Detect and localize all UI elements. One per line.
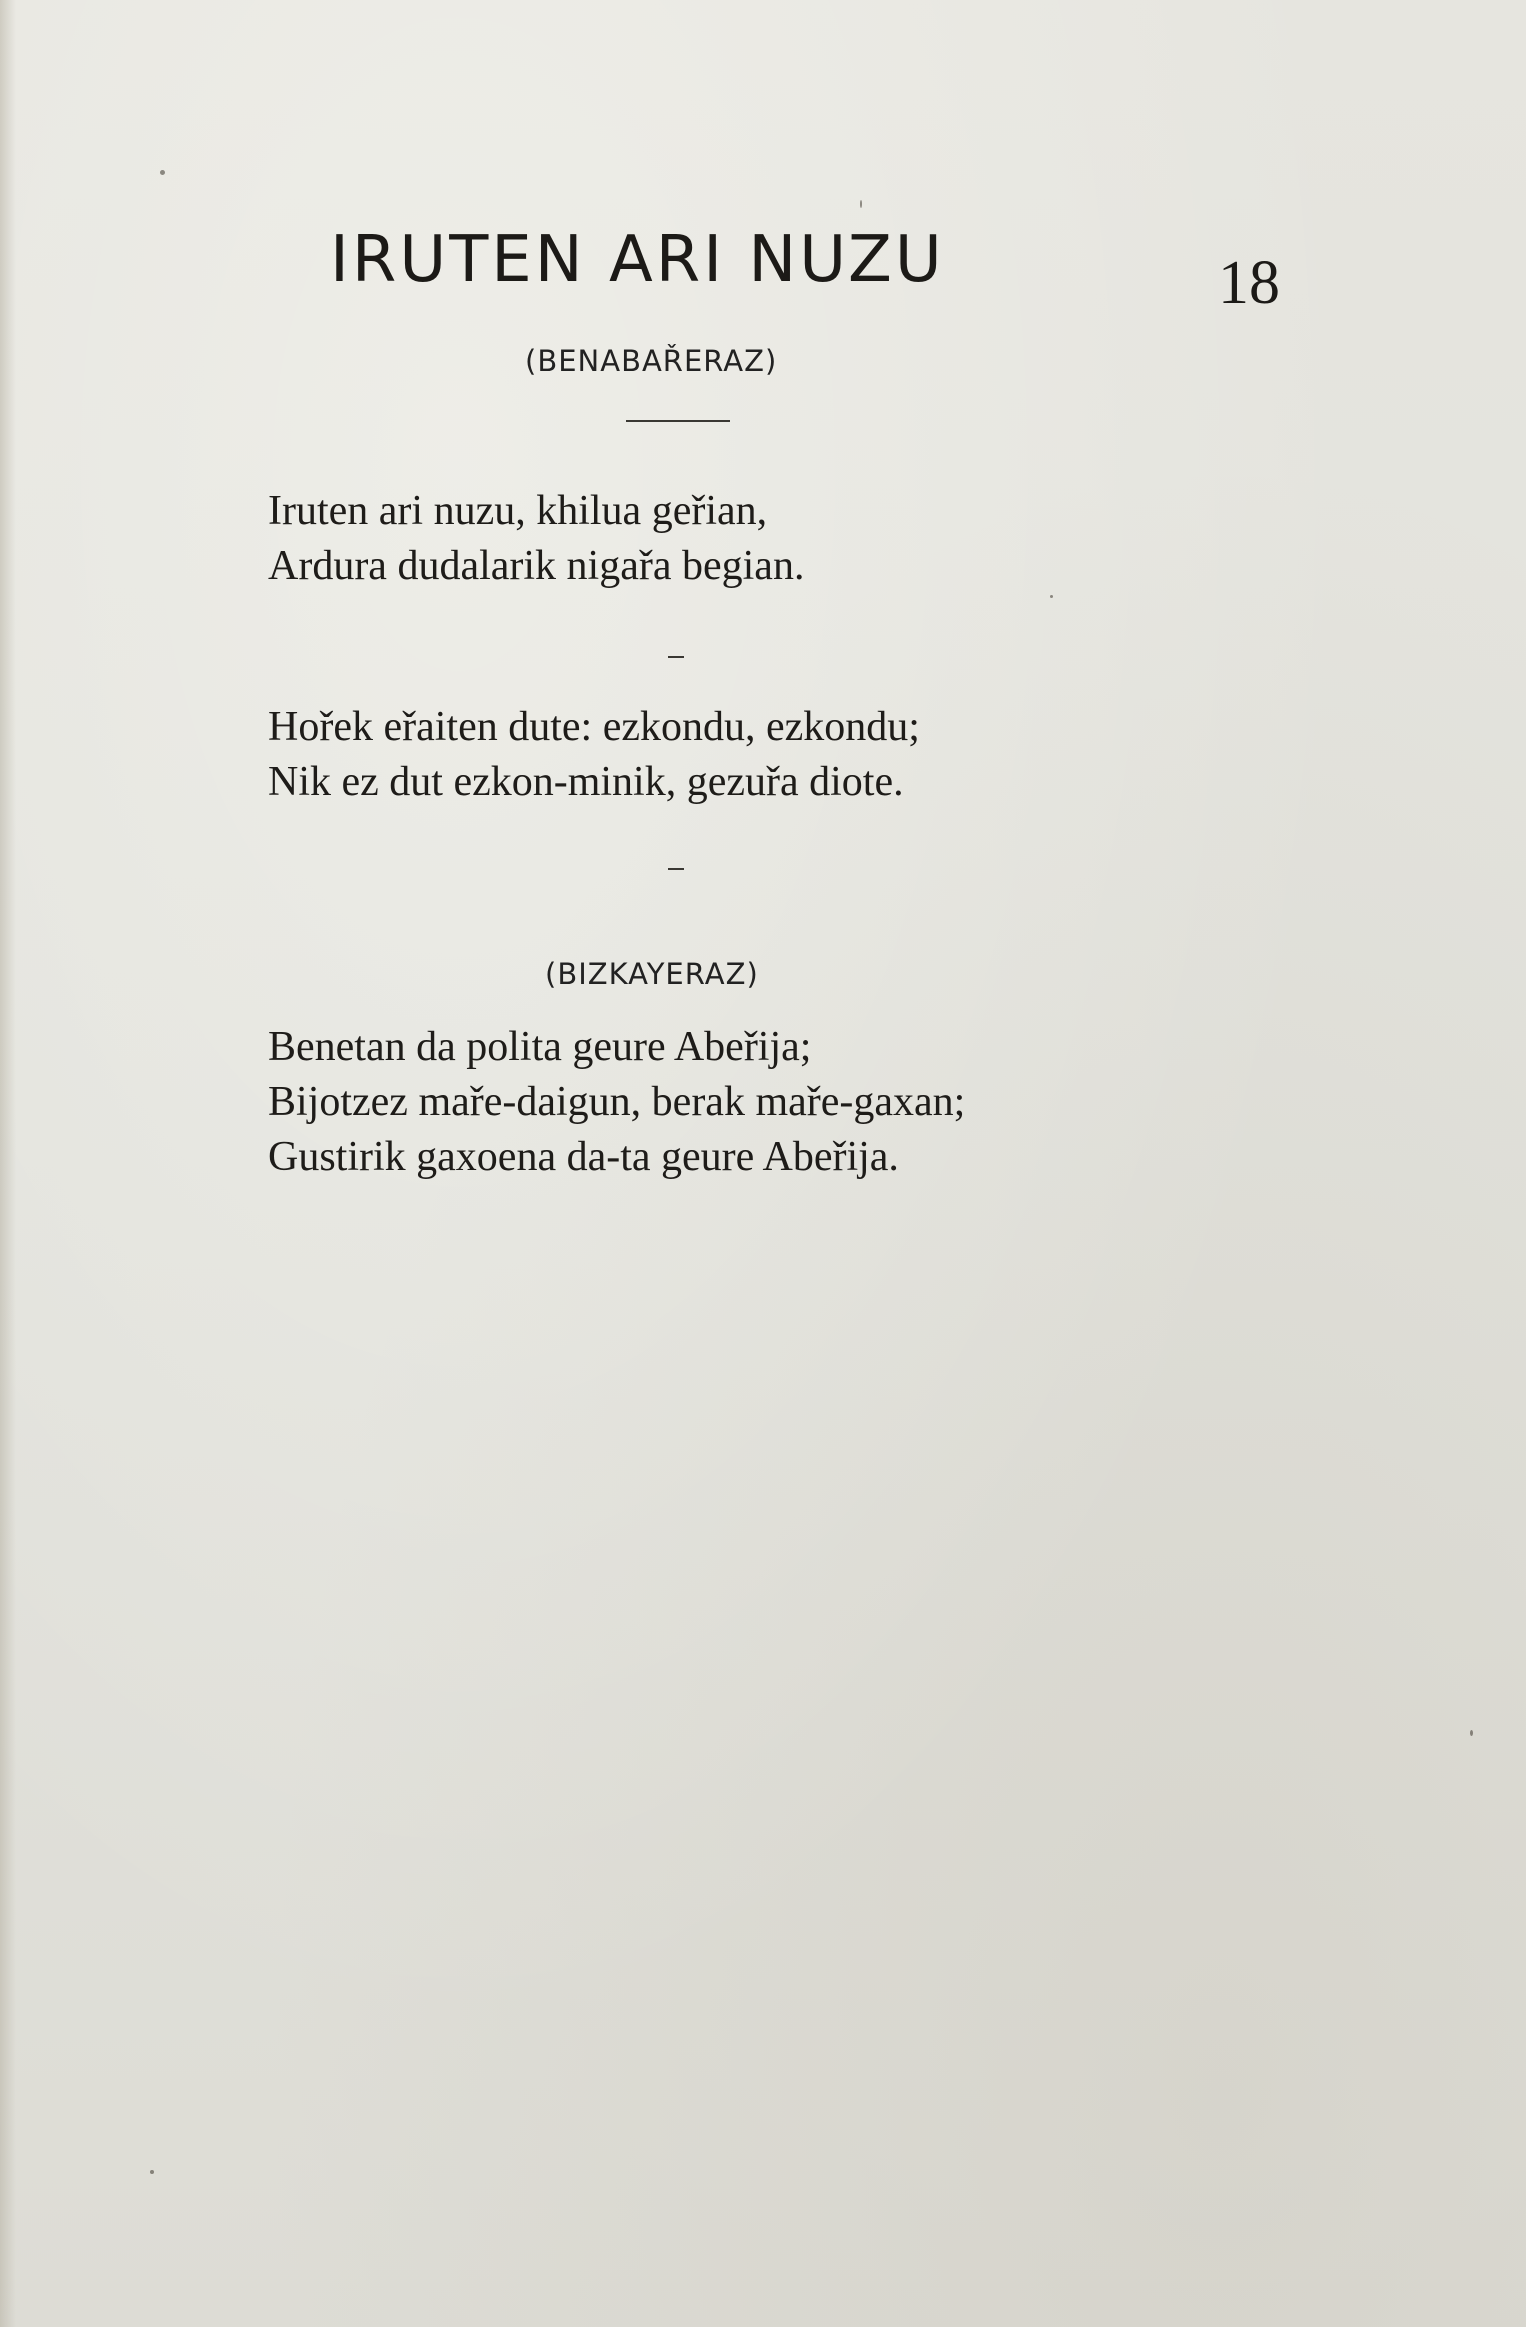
paper-speck (1470, 1730, 1473, 1736)
stanza-1 (268, 484, 804, 594)
page-edge-shadow (0, 0, 16, 2327)
stanza-separator (668, 868, 684, 870)
verse-line: Bijotzez maře-daigun, berak maře-gaxan; (268, 1079, 966, 1125)
verse-line: Iruten ari nuzu, khilua geřian, (268, 488, 768, 534)
paper-speck (860, 200, 862, 208)
verse-line: Nik ez dut ezkon-minik, gezuřa diote. (268, 759, 904, 805)
title-rule (626, 420, 730, 422)
verse-line: Hořek eřaiten dute: ezkondu, ezkondu; (268, 704, 920, 750)
verse-line: Gustirik gaxoena da-ta geure Abeřija. (268, 1134, 899, 1180)
stanza-3 (268, 1020, 965, 1185)
section-heading-bizkayeraz: (BIZKAYERAZ) (545, 957, 759, 991)
verse-line: Benetan da polita geure Abeřija; (268, 1024, 812, 1070)
section-heading-benabareraz: (BENABAŘERAZ) (525, 344, 778, 378)
paper-speck (1050, 595, 1053, 598)
paper-speck (160, 170, 165, 175)
stanza-separator (668, 656, 684, 658)
stanza-2 (268, 700, 920, 810)
page-title: IRUTEN ARI NUZU (330, 223, 945, 297)
paper-speck (150, 2170, 154, 2174)
verse-line: Ardura dudalarik nigařa begian. (268, 543, 805, 589)
page-number: 18 (1218, 249, 1280, 317)
